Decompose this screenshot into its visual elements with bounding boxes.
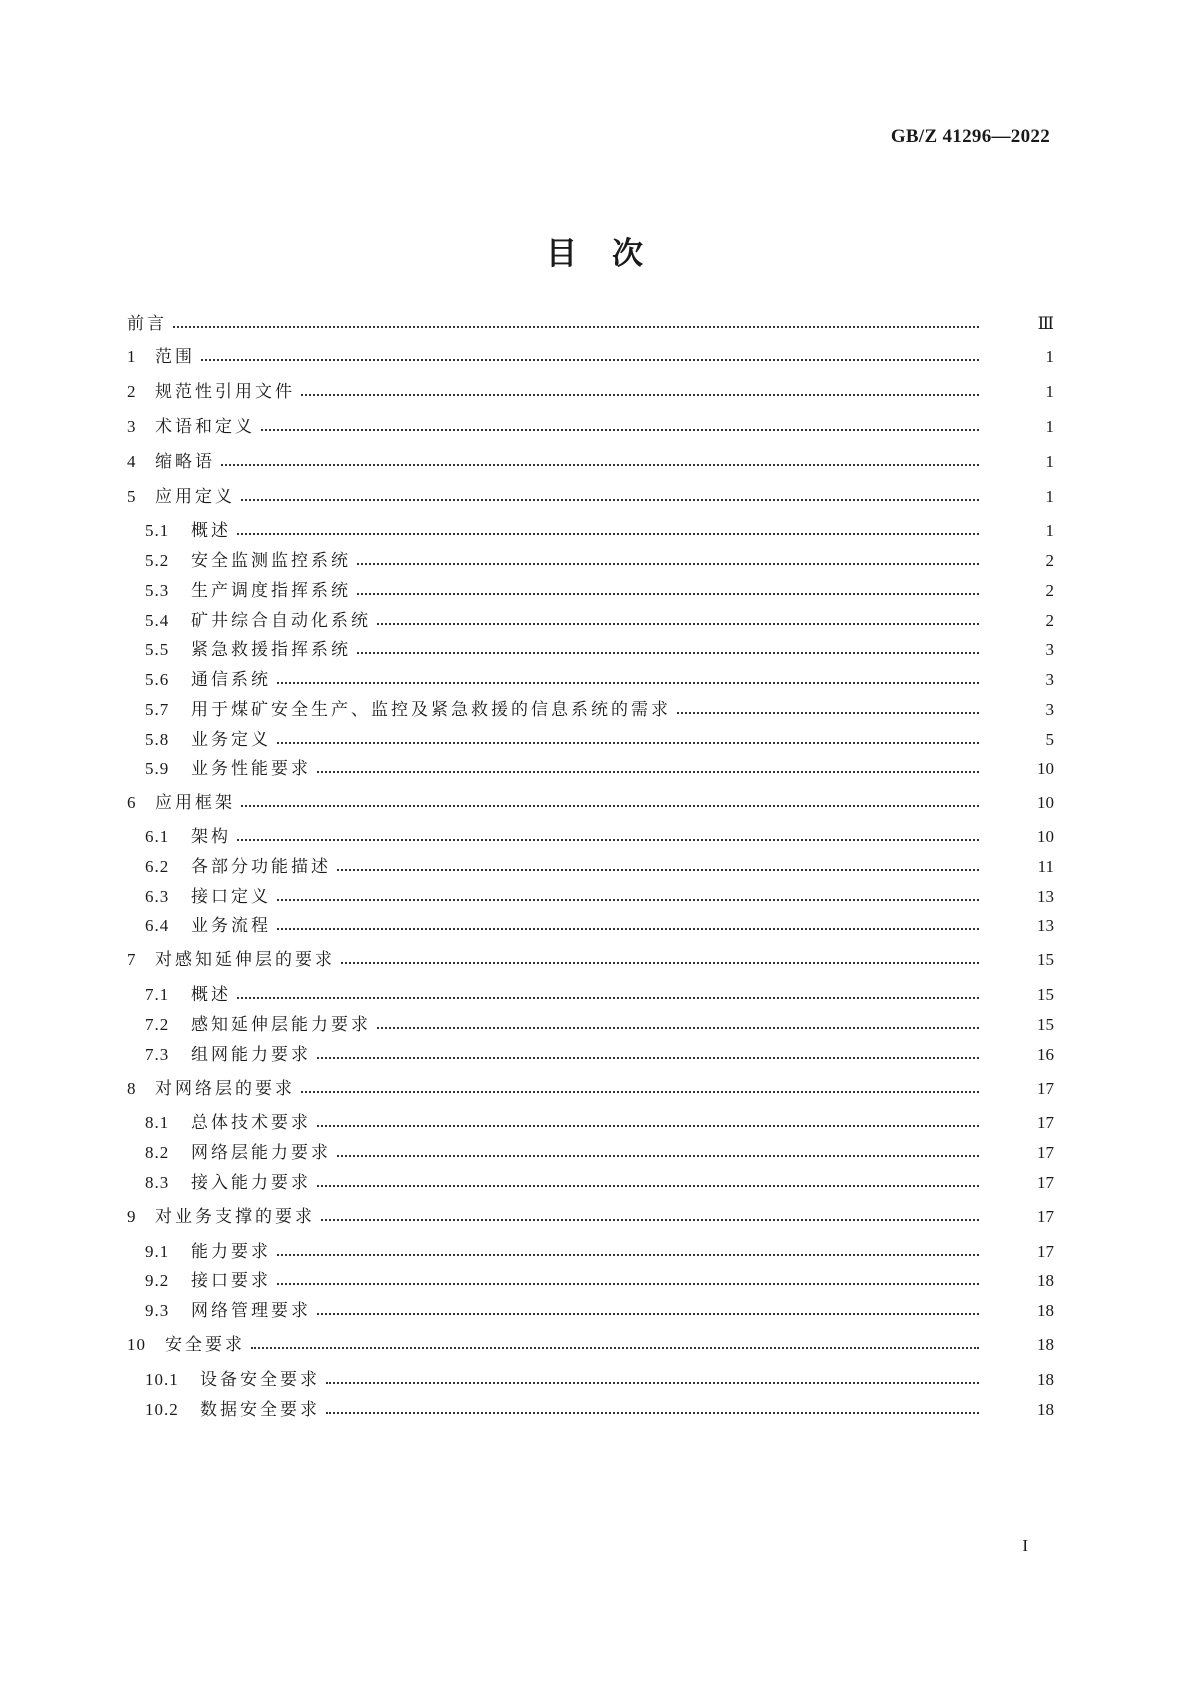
toc-dot-leader <box>301 394 979 396</box>
toc-entry-label: 通信系统 <box>191 670 271 690</box>
toc-entry[interactable] <box>0 578 1191 604</box>
toc-dot-leader <box>677 712 979 714</box>
toc-entry[interactable] <box>0 484 1191 510</box>
toc-entry-label: 网络管理要求 <box>191 1301 311 1321</box>
toc-entry-page: 13 <box>1037 916 1054 935</box>
toc-entry-label: 接口定义 <box>191 887 271 907</box>
toc-entry-page: 1 <box>1045 521 1054 540</box>
toc-entry-label: 前言 <box>127 314 167 334</box>
toc-entry[interactable] <box>0 311 1191 337</box>
toc-dot-leader <box>277 899 979 901</box>
toc-dot-leader <box>277 682 979 684</box>
toc-dot-leader <box>251 1347 979 1349</box>
toc-entry[interactable] <box>0 697 1191 723</box>
toc-entry-number: 10.1 <box>145 1370 179 1389</box>
toc-dot-leader <box>241 805 979 807</box>
toc-entry-number: 5 <box>127 487 137 506</box>
toc-entry-number: 5.4 <box>145 611 170 630</box>
toc-entry[interactable] <box>0 824 1191 850</box>
toc-entry-number: 5.8 <box>145 730 170 749</box>
toc-entry[interactable] <box>0 884 1191 910</box>
toc-dot-leader <box>301 1091 979 1093</box>
toc-entry-page: 5 <box>1045 730 1054 749</box>
toc-entry-number: 9.2 <box>145 1271 170 1290</box>
toc-entry[interactable] <box>0 947 1191 973</box>
toc-entry-label: 对感知延伸层的要求 <box>155 950 335 970</box>
toc-entry-page: 18 <box>1037 1335 1054 1354</box>
toc-entry-label: 各部分功能描述 <box>191 857 331 877</box>
toc-dot-leader <box>337 869 979 871</box>
toc-dot-leader <box>237 997 979 999</box>
toc-entry-label: 能力要求 <box>191 1242 271 1262</box>
toc-entry-number: 6.4 <box>145 916 170 935</box>
toc-entry-number: 5.5 <box>145 640 170 659</box>
toc-entry-label: 生产调度指挥系统 <box>191 581 351 601</box>
toc-entry-label: 应用定义 <box>155 487 235 507</box>
toc-entry[interactable] <box>0 1110 1191 1136</box>
toc-entry-page: 17 <box>1037 1079 1054 1098</box>
toc-entry-page: 2 <box>1045 611 1054 630</box>
toc-dot-leader <box>377 623 979 625</box>
toc-entry-label: 安全监测监控系统 <box>191 551 351 571</box>
toc-dot-leader <box>337 1155 979 1157</box>
toc-entry[interactable] <box>0 727 1191 753</box>
toc-dot-leader <box>317 771 979 773</box>
toc-entry[interactable] <box>0 548 1191 574</box>
toc-dot-leader <box>277 1283 979 1285</box>
toc-entry[interactable] <box>0 1367 1191 1393</box>
toc-entry-label: 接口要求 <box>191 1271 271 1291</box>
toc-entry-page: 18 <box>1037 1301 1054 1320</box>
toc-entry-number: 5.6 <box>145 670 170 689</box>
toc-entry-label: 感知延伸层能力要求 <box>191 1015 371 1035</box>
toc-dot-leader <box>341 962 979 964</box>
toc-entry-page: 3 <box>1045 700 1054 719</box>
toc-dot-leader <box>321 1219 979 1221</box>
toc-dot-leader <box>317 1057 979 1059</box>
toc-entry[interactable] <box>0 756 1191 782</box>
toc-dot-leader <box>277 1254 979 1256</box>
toc-entry-number: 10.2 <box>145 1400 179 1419</box>
toc-entry-number: 9.3 <box>145 1301 170 1320</box>
toc-entry[interactable] <box>0 854 1191 880</box>
toc-entry[interactable] <box>0 1140 1191 1166</box>
toc-dot-leader <box>377 1027 979 1029</box>
toc-entry-page: 17 <box>1037 1242 1054 1261</box>
toc-dot-leader <box>173 326 979 328</box>
toc-entry-number: 5.9 <box>145 759 170 778</box>
toc-dot-leader <box>277 928 979 930</box>
toc-entry-page: 1 <box>1045 452 1054 471</box>
toc-entry[interactable] <box>0 518 1191 544</box>
toc-entry-page: 17 <box>1037 1207 1054 1226</box>
toc-entry[interactable] <box>0 379 1191 405</box>
toc-entry[interactable] <box>0 913 1191 939</box>
toc-entry[interactable] <box>0 449 1191 475</box>
toc-entry-number: 6.1 <box>145 827 170 846</box>
toc-entry-number: 10 <box>127 1335 146 1354</box>
toc-entry[interactable] <box>0 1397 1191 1423</box>
toc-entry-label: 缩略语 <box>155 452 215 472</box>
toc-entry-label: 业务流程 <box>191 916 271 936</box>
toc-entry-page: 2 <box>1045 551 1054 570</box>
toc-entry-number: 6.2 <box>145 857 170 876</box>
toc-entry[interactable] <box>0 637 1191 663</box>
toc-dot-leader <box>221 464 979 466</box>
toc-entry[interactable] <box>0 790 1191 816</box>
toc-dot-leader <box>237 839 979 841</box>
toc-entry-page: 17 <box>1037 1143 1054 1162</box>
toc-entry-page: 17 <box>1037 1113 1054 1132</box>
toc-entry[interactable] <box>0 1076 1191 1102</box>
toc-entry-number: 8 <box>127 1079 137 1098</box>
toc-entry-page: 10 <box>1037 793 1054 812</box>
toc-entry-label: 设备安全要求 <box>200 1370 320 1390</box>
toc-entry-label: 网络层能力要求 <box>191 1143 331 1163</box>
toc-entry-number: 9 <box>127 1207 137 1226</box>
toc-entry-label: 术语和定义 <box>155 417 255 437</box>
toc-entry[interactable] <box>0 608 1191 634</box>
toc-dot-leader <box>326 1382 979 1384</box>
toc-entry-number: 7.2 <box>145 1015 170 1034</box>
toc-entry-label: 对业务支撑的要求 <box>155 1207 315 1227</box>
toc-dot-leader <box>357 652 979 654</box>
toc-entry[interactable] <box>0 982 1191 1008</box>
toc-entry-label: 安全要求 <box>165 1335 245 1355</box>
page-title: 目 次 <box>546 236 645 272</box>
standard-code: GB/Z 41296—2022 <box>890 126 1050 147</box>
toc-entry[interactable] <box>0 1332 1191 1358</box>
toc-entry-label: 组网能力要求 <box>191 1045 311 1065</box>
toc-entry-number: 7.3 <box>145 1045 170 1064</box>
toc-entry-page: 15 <box>1037 1015 1054 1034</box>
toc-entry[interactable] <box>0 1298 1191 1324</box>
toc-entry-label: 用于煤矿安全生产、监控及紧急救援的信息系统的需求 <box>191 700 671 720</box>
toc-entry-page: 11 <box>1037 857 1054 876</box>
toc-entry-page: 15 <box>1037 950 1054 969</box>
toc-entry-label: 概述 <box>191 985 231 1005</box>
toc-entry[interactable] <box>0 344 1191 370</box>
toc-dot-leader <box>326 1412 979 1414</box>
toc-entry[interactable] <box>0 667 1191 693</box>
toc-entry-page: 2 <box>1045 581 1054 600</box>
toc-dot-leader <box>317 1125 979 1127</box>
toc-entry-page: 17 <box>1037 1173 1054 1192</box>
toc-entry[interactable] <box>0 1170 1191 1196</box>
toc-entry-page: 16 <box>1037 1045 1054 1064</box>
toc-dot-leader <box>201 359 979 361</box>
toc-entry-page: 3 <box>1045 670 1054 689</box>
toc-entry-page: 18 <box>1037 1400 1054 1419</box>
toc-entry-page: 1 <box>1045 417 1054 436</box>
toc-entry-label: 应用框架 <box>155 793 235 813</box>
toc-entry-page: 1 <box>1045 382 1054 401</box>
toc-entry-number: 5.2 <box>145 551 170 570</box>
toc-entry[interactable] <box>0 1268 1191 1294</box>
toc-entry-number: 3 <box>127 417 137 436</box>
toc-entry-label: 紧急救援指挥系统 <box>191 640 351 660</box>
toc-entry[interactable] <box>0 1239 1191 1265</box>
toc-entry-number: 8.1 <box>145 1113 170 1132</box>
toc-dot-leader <box>317 1313 979 1315</box>
toc-entry[interactable] <box>0 414 1191 440</box>
toc-entry-page: 1 <box>1045 487 1054 506</box>
toc-entry-label: 概述 <box>191 521 231 541</box>
toc-entry-number: 4 <box>127 452 137 471</box>
toc-entry-label: 架构 <box>191 827 231 847</box>
toc-entry-number: 8.2 <box>145 1143 170 1162</box>
toc-entry-number: 6.3 <box>145 887 170 906</box>
toc-entry-label: 总体技术要求 <box>191 1113 311 1133</box>
toc-entry-number: 7 <box>127 950 137 969</box>
toc-entry-number: 1 <box>127 347 137 366</box>
toc-entry-number: 2 <box>127 382 137 401</box>
toc-dot-leader <box>357 593 979 595</box>
toc-entry-label: 业务定义 <box>191 730 271 750</box>
toc-entry-number: 7.1 <box>145 985 170 1004</box>
toc-dot-leader <box>357 563 979 565</box>
toc-entry-label: 对网络层的要求 <box>155 1079 295 1099</box>
toc-entry-label: 范围 <box>155 347 195 367</box>
toc-entry-label: 规范性引用文件 <box>155 382 295 402</box>
toc-dot-leader <box>261 429 979 431</box>
toc-entry-number: 5.1 <box>145 521 170 540</box>
toc-entry-number: 9.1 <box>145 1242 170 1261</box>
toc-entry-page: 10 <box>1037 759 1054 778</box>
toc-entry-number: 8.3 <box>145 1173 170 1192</box>
toc-entry-label: 数据安全要求 <box>200 1400 320 1420</box>
toc-entry-label: 矿井综合自动化系统 <box>191 611 371 631</box>
toc-entry-number: 5.7 <box>145 700 170 719</box>
toc-entry-number: 5.3 <box>145 581 170 600</box>
toc-entry-page: 10 <box>1037 827 1054 846</box>
toc-dot-leader <box>241 499 979 501</box>
toc-entry-page: 1 <box>1045 347 1054 366</box>
toc-entry-number: 6 <box>127 793 137 812</box>
toc-entry[interactable] <box>0 1204 1191 1230</box>
toc-entry[interactable] <box>0 1042 1191 1068</box>
toc-dot-leader <box>317 1185 979 1187</box>
toc-dot-leader <box>237 533 979 535</box>
page-folio: I <box>1022 1536 1028 1555</box>
toc-entry-page: 13 <box>1037 887 1054 906</box>
toc-dot-leader <box>277 742 979 744</box>
toc-entry-page: Ⅲ <box>1037 314 1054 333</box>
toc-entry-page: 15 <box>1037 985 1054 1004</box>
toc-entry-label: 接入能力要求 <box>191 1173 311 1193</box>
toc-entry[interactable] <box>0 1012 1191 1038</box>
toc-entry-page: 18 <box>1037 1370 1054 1389</box>
toc-entry-label: 业务性能要求 <box>191 759 311 779</box>
toc-entry-page: 18 <box>1037 1271 1054 1290</box>
toc-entry-page: 3 <box>1045 640 1054 659</box>
